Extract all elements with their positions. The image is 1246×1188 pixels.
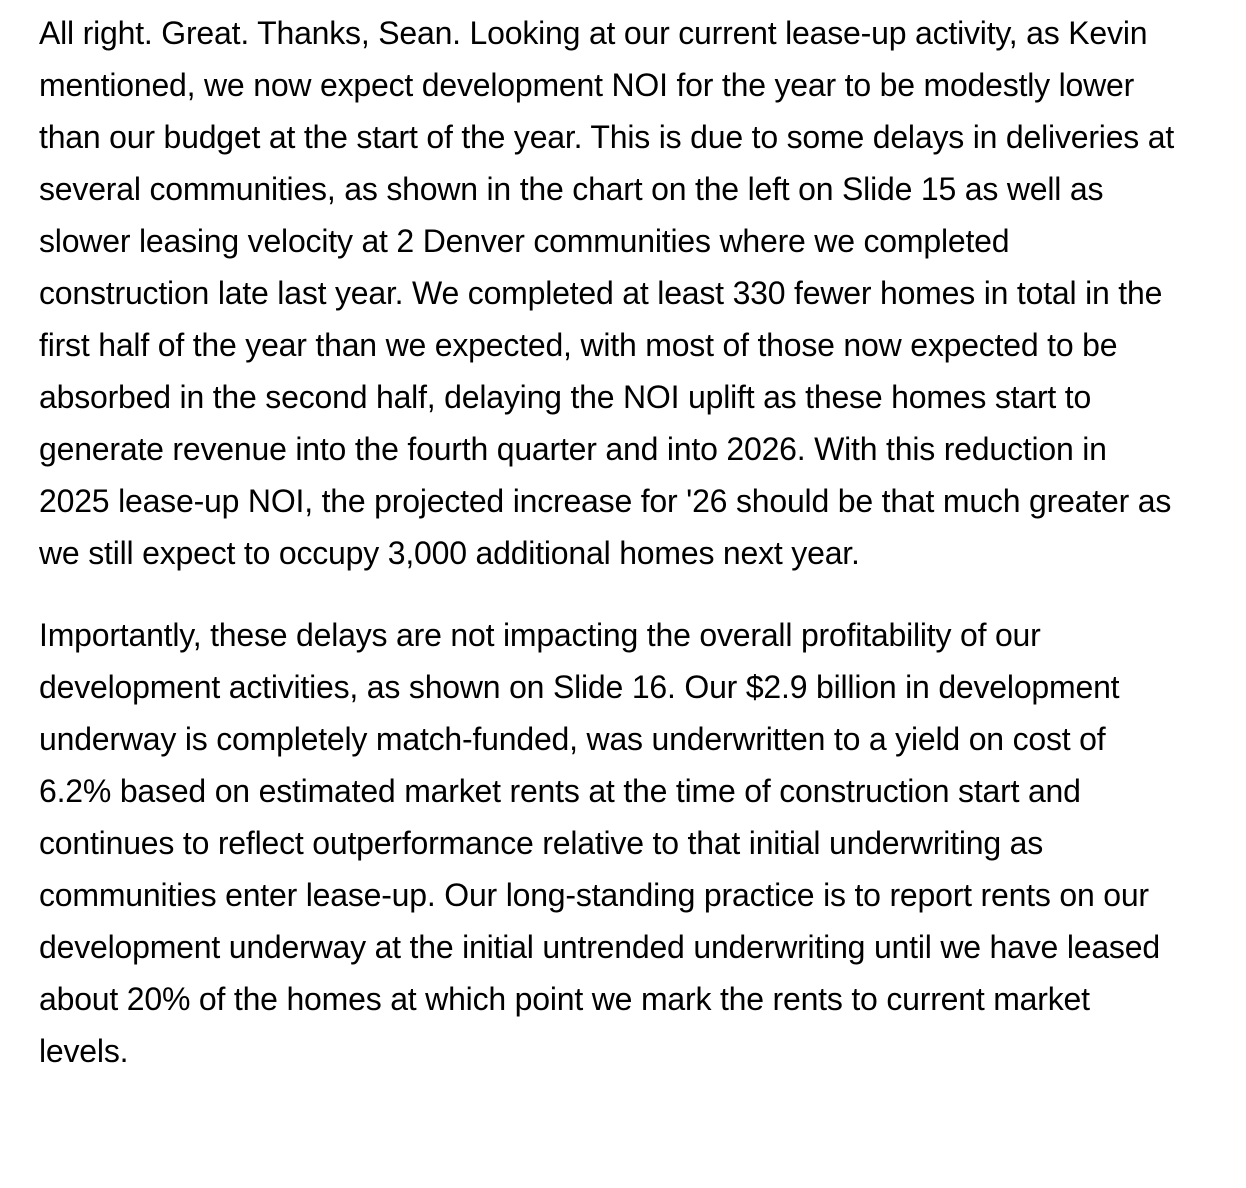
transcript-document xyxy=(39,7,1179,1077)
paragraph-lease-up-activity: All right. Great. Thanks, Sean. Looking at our current lease-up activity, as Kevin mentioned, we now expect development NOI for the year to be modestly lower than our budget at the start of the year. This is due to some delays in deliveries at several communities, as shown in the chart on the left on Slide 15 as well as slower leasing velocity at 2 Denver communities where we completed construction late last year. We completed at least 330 fewer homes in total in the first half of the year than we expected, with most of those now expected to be absorbed in the second half, delaying the NOI uplift as these homes start to generate revenue into the fourth quarter and into 2026. With this reduction in 2025 lease-up NOI, the projected increase for '26 should be that much greater as we still expect to occupy 3,000 additional homes next year. xyxy=(39,15,1175,571)
paragraph-development-profitability: Importantly, these delays are not impacting the overall profitability of our development activities, as shown on Slide 16. Our $2.9 billion in development underway is completely match-funded, was underwritten to a yield on cost of 6.2% based on estimated market rents at the time of construction start and continues to reflect outperformance relative to that initial underwriting as communities enter lease-up. Our long-standing practice is to report rents on our development underway at the initial untrended underwriting until we have leased about 20% of the homes at which point we mark the rents to current market levels. xyxy=(39,617,1160,1069)
